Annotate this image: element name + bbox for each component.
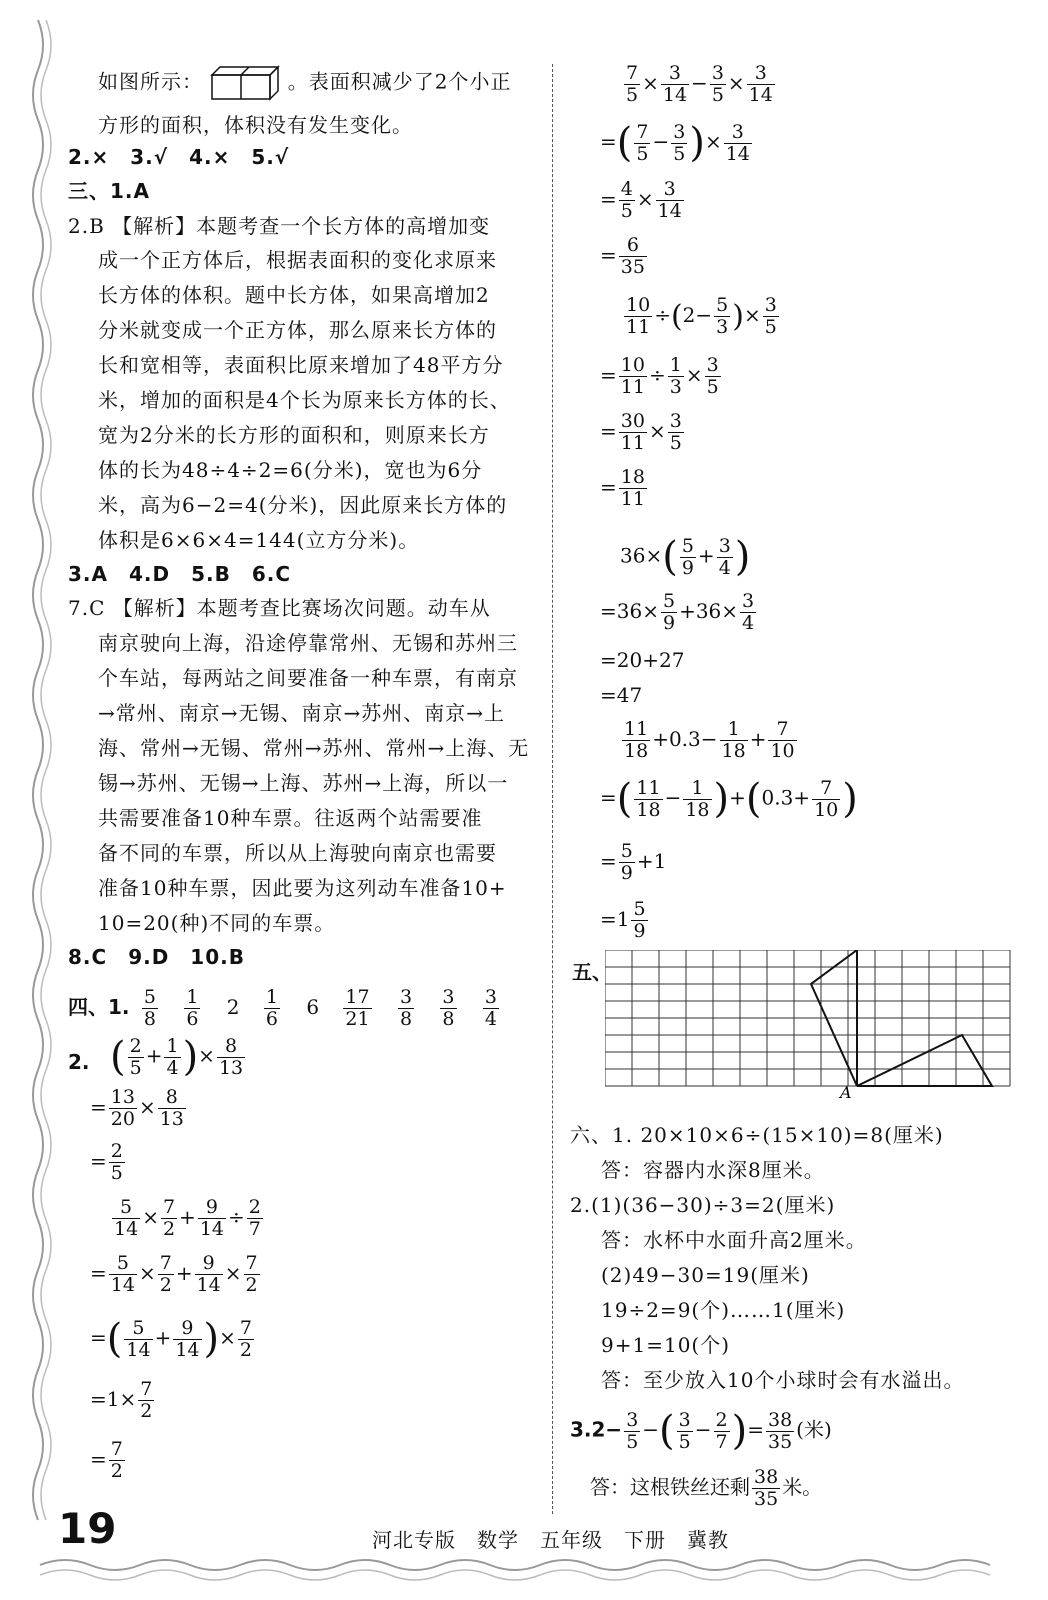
calc-line: $\frac{10}{11}$ ÷(2− $\frac{5}{3}$ )× $\frac{3}{5}$ [626, 294, 777, 338]
calc-line: = $\frac{5}{9}$ +1 [600, 840, 667, 884]
explanation-line: 体积是6×6×4=144(立方分米)。 [98, 528, 420, 552]
calc-line: = $\frac{18}{11}$ [600, 466, 645, 510]
text-line: 六、1. 20×10×6÷(15×10)=8(厘米) [570, 1123, 944, 1147]
calc-line: 3.2− $\frac{3}{5}$ −( $\frac{3}{5}$ − $\frac{2}{7}$ )= $\frac{38}{35}$ (米) [570, 1408, 832, 1454]
explanation-line: 2.B 【解析】本题考查一个长方体的高增加变 [68, 214, 491, 238]
column-divider [552, 64, 553, 1514]
calc-line: ( $\frac{2}{5}$ + $\frac{1}{4}$ )× $\frac{8}{13}$ [110, 1034, 244, 1080]
calc-line: = $\frac{13}{20}$ × $\frac{8}{13}$ [90, 1086, 184, 1130]
section-4-answers: 四、1. $\frac{5}{8}$ $\frac{1}{6}$ 2 $\frac{1}{6}$ 6 $\frac{17}{21}$ $\frac{3}{8}$ $\frac{3}{8}$ $\frac{3}{4}$ [68, 986, 497, 1030]
cuboid-figure [210, 65, 280, 101]
calc-line: $\frac{5}{14}$ × $\frac{7}{2}$ + $\frac{9}{14}$ ÷ $\frac{2}{7}$ [114, 1196, 261, 1240]
section-3-heading: 三、1.A [68, 179, 150, 203]
explanation-line: 宽为2分米的长方形的面积和，则原来长方 [98, 423, 490, 447]
calc-line: = $\frac{10}{11}$ ÷ $\frac{1}{3}$ × $\frac{3}{5}$ [600, 354, 719, 398]
text-line: (2)49−30=19(厘米) [580, 1263, 810, 1287]
explanation-line: 锡→苏州、无锡→上海、苏州→上海，所以一 [98, 771, 509, 795]
calc-line: 36×( $\frac{5}{9}$ + $\frac{3}{4}$ ) [620, 534, 751, 580]
line-figure-caption: 如图所示： 。表面积减少了2个小正 [98, 65, 511, 101]
calc-line: $\frac{7}{5}$ × $\frac{3}{14}$ − $\frac{3}{5}$ × $\frac{3}{14}$ [626, 62, 773, 106]
footer-text: 河北专版 数学 五年级 下册 冀教 [372, 1528, 729, 1552]
explanation-line: →常州、南京→无锡、南京→苏州、南京→上 [98, 701, 506, 725]
calc-line: = $\frac{2}{5}$ [90, 1140, 123, 1184]
left-border-decoration [0, 0, 60, 1600]
text-line: 9+1=10(个) [580, 1333, 731, 1357]
explanation-line: 分米就变成一个正方体，那么原来长方体的 [98, 318, 497, 342]
calc-line: =47 [600, 683, 643, 707]
calc-line: = $\frac{7}{2}$ [90, 1438, 123, 1482]
explanation-line: 米，增加的面积是4个长为原来长方体的长、 [98, 388, 511, 412]
calc-line: = $\frac{6}{35}$ [600, 234, 645, 278]
calc-line: =( $\frac{5}{14}$ + $\frac{9}{14}$ )× $\frac{7}{2}$ [90, 1316, 252, 1362]
calc-line: =( $\frac{11}{18}$ − $\frac{1}{18}$ )+(0.3+ $\frac{7}{10}$ ) [600, 776, 858, 822]
calc-line: = $\frac{5}{14}$ × $\frac{7}{2}$ + $\frac{9}{14}$ × $\frac{7}{2}$ [90, 1252, 258, 1296]
explanation-line: 米，高为6−2=4(分米)，因此原来长方体的 [98, 493, 508, 517]
calc-line: =36× $\frac{5}{9}$ +36× $\frac{3}{4}$ [600, 590, 755, 634]
text-line: 答：至少放入10个小球时会有水溢出。 [580, 1368, 965, 1392]
explanation-line: 南京驶向上海，沿途停靠常州、无锡和苏州三 [98, 631, 518, 655]
answers-2-5: 2.× 3.√ 4.× 5.√ [68, 145, 290, 169]
explanation-line: 备不同的车票，所以从上海驶向南京也需要 [98, 841, 497, 865]
text-line: 答：容器内水深8厘米。 [580, 1158, 825, 1182]
q2-label: 2. [68, 1050, 90, 1074]
grid-figure [605, 950, 1025, 1100]
explanation-line: 海、常州→无锡、常州→苏州、常州→上海、无 [98, 736, 530, 760]
text-line: 答：水杯中水面升高2厘米。 [580, 1228, 867, 1252]
calc-line: =( $\frac{7}{5}$ − $\frac{3}{5}$ )× $\frac{3}{14}$ [600, 120, 750, 166]
calc-line: $\frac{11}{18}$ +0.3− $\frac{1}{18}$ + $\frac{7}{10}$ [624, 718, 795, 762]
explanation-line: 体的长为48÷4÷2=6(分米)，宽也为6分 [98, 458, 483, 482]
calc-line: = $\frac{4}{5}$ × $\frac{3}{14}$ [600, 178, 682, 222]
explanation-line: 长方体的体积。题中长方体，如果高增加2 [98, 283, 490, 307]
section-5-heading: 五、 [572, 960, 612, 984]
point-label-a: A [840, 1083, 852, 1100]
explanation-line: 个车站，每两站之间要准备一种车票，有南京 [98, 666, 518, 690]
calc-line: 答：这根铁丝还剩 $\frac{38}{35}$ 米。 [590, 1466, 823, 1510]
text-line: 19÷2=9(个)……1(厘米) [580, 1298, 846, 1322]
answers-3-6: 3.A 4.D 5.B 6.C [68, 562, 292, 586]
calc-line: =20+27 [600, 648, 685, 672]
answers-8-10: 8.C 9.D 10.B [68, 945, 245, 969]
text-line: 方形的面积，体积没有发生变化。 [98, 113, 413, 137]
calc-line: = $\frac{30}{11}$ × $\frac{3}{5}$ [600, 410, 682, 454]
explanation-line: 准备10种车票，因此要为这列动车准备10+ [98, 876, 507, 900]
explanation-line: 成一个正方体后，根据表面积的变化求原来 [98, 248, 497, 272]
page-number: 19 [58, 1504, 117, 1553]
explanation-line: 7.C 【解析】本题考查比赛场次问题。动车从 [68, 596, 491, 620]
explanation-line: 10=20(种)不同的车票。 [98, 911, 336, 935]
calc-line: =1 $\frac{5}{9}$ [600, 898, 646, 942]
text-line: 2.(1)(36−30)÷3=2(厘米) [570, 1193, 836, 1217]
explanation-line: 共需要准备10种车票。往返两个站需要准 [98, 806, 483, 830]
calc-line: =1× $\frac{7}{2}$ [90, 1378, 153, 1422]
explanation-line: 长和宽相等，表面积比原来增加了48平方分 [98, 353, 504, 377]
